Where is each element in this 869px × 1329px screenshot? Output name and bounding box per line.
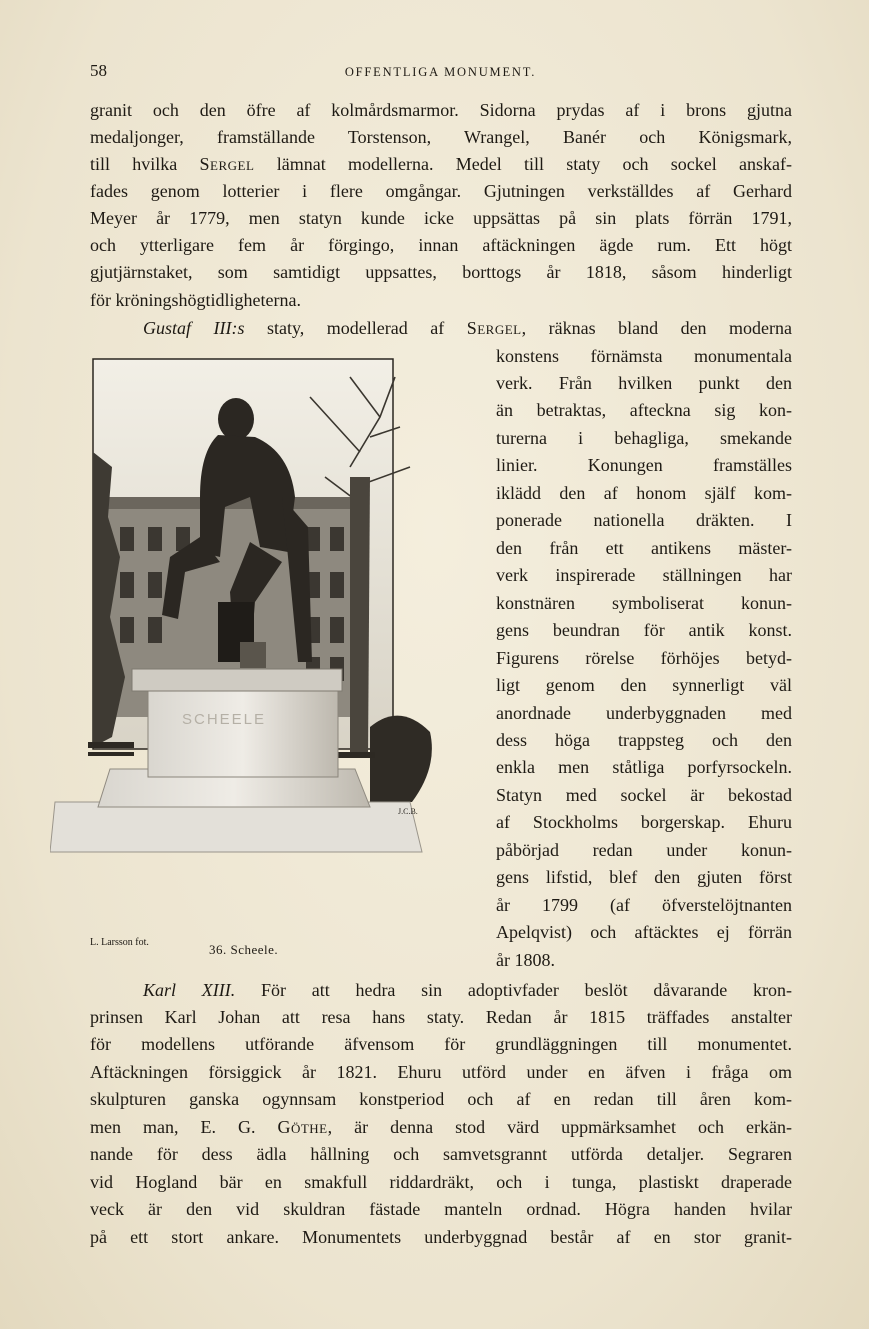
- text-line: verk. Från hvilken punkt den: [496, 373, 792, 393]
- text-line: gens lifstid, blef den gjuten först: [496, 867, 792, 887]
- text-line: gens beundran för antik konst.: [496, 620, 792, 640]
- text-line: till hvilka Sergel lämnat modellerna. Medel till staty och sockel anskaf-: [90, 154, 793, 174]
- text-line: linier. Konungen framställes: [496, 455, 792, 475]
- text-line: Apelqvist) och aftäcktes ej förrän: [496, 922, 792, 942]
- text-line: Statyn med sockel är bekostad: [496, 785, 792, 805]
- text-line: dess höga trappsteg och den: [496, 730, 792, 750]
- text-line: prinsen Karl Johan att resa hans staty. Redan år 1815 träffades anstalter: [90, 1007, 792, 1027]
- statue-illustration: [50, 357, 440, 877]
- text-line: gjutjärnstaket, som samtidigt uppsattes, borttogs år 1818, såsom hinderligt: [90, 262, 792, 282]
- text-line: turerna i behagliga, smekande: [496, 428, 792, 448]
- page-number: 58: [90, 61, 107, 80]
- text-line: för modellens utförande äfvensom för grundläggningen till monumentet.: [90, 1034, 792, 1054]
- text-line: enkla men ståtliga porfyrsockeln.: [496, 757, 792, 777]
- text-line: skulpturen ganska ogynnsam konstperiod och af en redan till åren kom-: [90, 1089, 792, 1109]
- text-line: konstens förnämsta monumentala: [496, 346, 792, 366]
- text-line: påbörjad redan under konun-: [496, 840, 792, 860]
- text-line: granit och den öfre af kolmårdsmarmor. Sidorna prydas af i brons gjutna: [90, 100, 792, 120]
- text-line: Meyer år 1779, men statyn kunde icke uppsättas på sin plats förrän 1791,: [90, 208, 792, 228]
- photo-credit: L. Larsson fot.: [90, 937, 149, 948]
- statue-title: Karl XIII.: [143, 980, 236, 1000]
- artist-name: Sergel: [466, 318, 522, 338]
- text-line: veck är den vid skuldran fästade manteln ordnad. Högra handen hvilar: [90, 1199, 792, 1219]
- text-line: år 1799 (af öfverstelöjtnanten: [496, 895, 792, 915]
- text-line: ponerade nationella dräkten. I: [496, 510, 792, 530]
- text-line: vid Hogland bär en smakfull riddardräkt, och i tunga, plastiskt draperade: [90, 1172, 792, 1192]
- plinth-inscription: SCHEELE: [182, 711, 267, 728]
- text-line: Gustaf III:s staty, modellerad af Sergel, räknas bland den moderna: [143, 318, 793, 338]
- text-line: verk inspirerade ställningen har: [496, 565, 792, 585]
- text-line: och ytterligare fem år förgingo, innan aftäckningen ägde rum. Ett högt: [90, 235, 792, 255]
- text-line: än betraktas, afteckna sig kon-: [496, 400, 792, 420]
- text-line: Figurens rörelse förhöjes betyd-: [496, 648, 792, 668]
- text-line: för kröningshögtidligheterna.: [90, 290, 301, 310]
- text-line: den från ett antikens mäster-: [496, 538, 792, 558]
- running-head: OFFENTLIGA MONUMENT.: [344, 65, 537, 79]
- text-line: konstnären symboliserat konun-: [496, 593, 792, 613]
- text-line: medaljonger, framställande Torstenson, Wrangel, Banér och Königsmark,: [90, 127, 792, 147]
- text-line: fades genom lotterier i flere omgångar. Gjutningen verkställdes af Gerhard: [90, 181, 792, 201]
- text-line: nande för dess ädla hållning och samvetsgrannt utförda detaljer. Segraren: [90, 1144, 792, 1164]
- page-header: [90, 61, 791, 83]
- text-line: ligt genom den synnerligt väl: [496, 675, 792, 695]
- text-line: anordnade underbyggnaden med: [496, 703, 792, 723]
- artist-signature: J.C.B.: [398, 807, 418, 816]
- text-line: Karl XIII. För att hedra sin adoptivfader beslöt dåvarande kron-: [143, 980, 793, 1000]
- text-line: år 1808.: [496, 950, 555, 970]
- text-line: Aftäckningen försiggick år 1821. Ehuru utförd under en äfven i fråga om: [90, 1062, 792, 1082]
- statue-title: Gustaf III:s: [143, 318, 245, 338]
- text-line: iklädd den af honom själf kom-: [496, 483, 792, 503]
- artist-name: Göthe: [277, 1117, 328, 1137]
- text-line: på ett stort ankare. Monumentets underbyggnad består af en stor granit-: [90, 1227, 792, 1247]
- text-line: men man, E. G. Göthe, är denna stod värd uppmärksamhet och erkän-: [90, 1117, 792, 1137]
- text-line: af Stockholms borgerskap. Ehuru: [496, 812, 792, 832]
- artist-name: Sergel: [199, 154, 255, 174]
- figure-caption: 36. Scheele.: [209, 942, 279, 957]
